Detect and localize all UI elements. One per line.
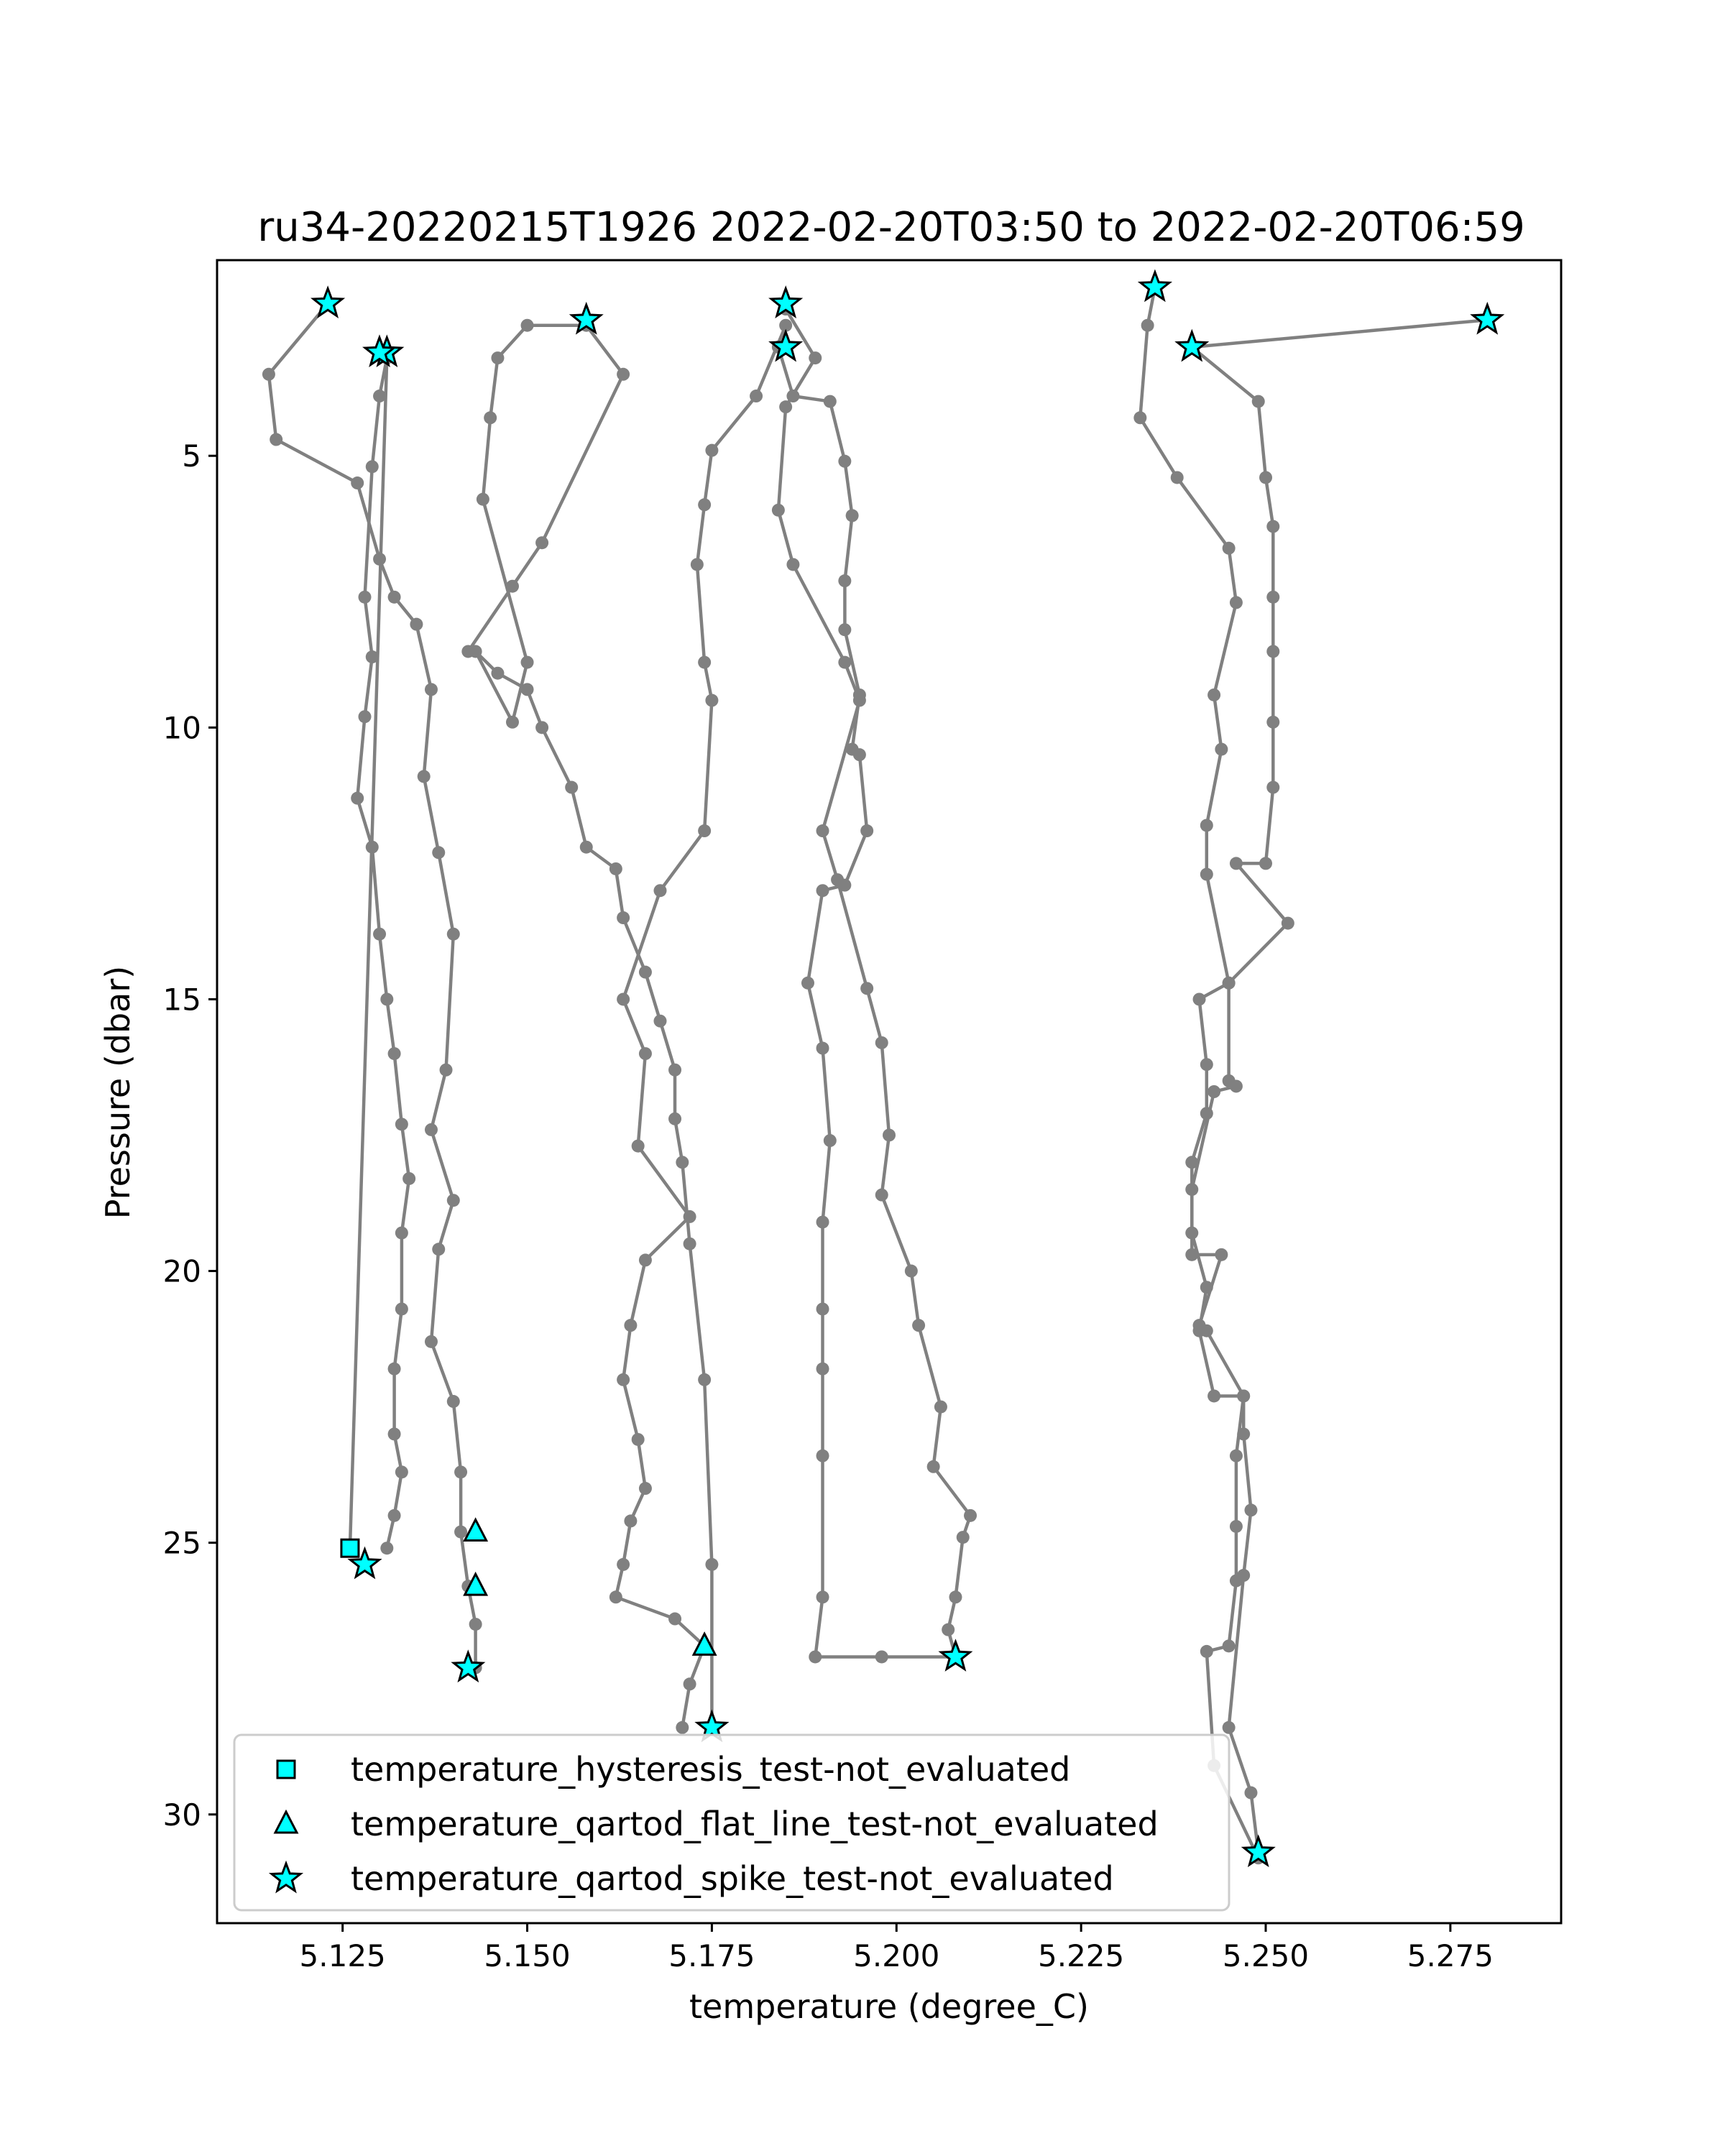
x-tick-label: 5.250 (1222, 1938, 1310, 1973)
data-point (425, 683, 438, 696)
data-point (786, 558, 799, 571)
data-point (432, 1243, 445, 1256)
data-point (801, 977, 814, 990)
data-point (454, 1465, 467, 1478)
y-tick-label: 10 (162, 710, 201, 746)
data-point (698, 498, 711, 511)
x-tick-label: 5.125 (299, 1938, 386, 1973)
data-point (1244, 1787, 1257, 1800)
data-point (1230, 1450, 1243, 1462)
data-point (1208, 1085, 1220, 1098)
data-point (1223, 977, 1236, 990)
y-tick-label: 20 (162, 1253, 201, 1289)
legend-entry-label: temperature_qartod_flat_line_test-not_evaluated (351, 1805, 1159, 1843)
data-point (1266, 520, 1279, 533)
data-point (388, 1427, 401, 1440)
data-point (506, 580, 519, 593)
data-point (1193, 992, 1206, 1005)
data-point (1223, 542, 1236, 555)
data-point (779, 400, 792, 413)
data-point (1223, 1721, 1236, 1734)
data-point (639, 966, 652, 979)
data-point (698, 1373, 711, 1386)
data-point (875, 1036, 888, 1049)
data-point (632, 1140, 645, 1153)
data-point (676, 1721, 689, 1734)
data-point (816, 1450, 829, 1462)
data-point (668, 1064, 681, 1077)
data-point (617, 1373, 630, 1386)
data-point (484, 411, 497, 424)
data-point (402, 1172, 415, 1185)
data-point (580, 841, 593, 854)
data-point (1230, 857, 1243, 870)
data-point (1266, 781, 1279, 794)
data-point (1259, 857, 1272, 870)
data-point (698, 656, 711, 669)
data-point (624, 1514, 637, 1527)
data-point (395, 1227, 408, 1240)
data-point (440, 1064, 453, 1077)
data-point (491, 351, 504, 364)
x-tick-label: 5.225 (1038, 1938, 1125, 1973)
data-point (691, 558, 704, 571)
data-point (1185, 1183, 1198, 1196)
data-point (1200, 1325, 1213, 1337)
data-point (846, 509, 859, 522)
y-axis-label: Pressure (dbar) (98, 965, 137, 1220)
data-point (521, 656, 534, 669)
data-point (632, 1433, 645, 1446)
data-point (617, 368, 630, 381)
legend-entry-label: temperature_qartod_spike_test-not_evaluated (351, 1859, 1114, 1898)
data-point (270, 433, 282, 446)
data-point (1266, 591, 1279, 604)
data-point (883, 1128, 896, 1141)
x-axis-label: temperature (degree_C) (689, 1987, 1089, 2026)
data-point (469, 1618, 482, 1631)
data-point (860, 982, 873, 995)
data-point (1215, 743, 1228, 756)
data-point (617, 992, 630, 1005)
data-point (639, 1047, 652, 1060)
data-point (624, 1319, 637, 1332)
data-point (816, 1363, 829, 1376)
data-point (610, 862, 622, 875)
data-point (1200, 819, 1213, 831)
data-point (698, 824, 711, 837)
flag-square-markers (341, 1539, 359, 1557)
data-point (1244, 1503, 1257, 1516)
legend-square-icon (277, 1761, 295, 1778)
data-point (957, 1531, 970, 1544)
data-point (809, 351, 822, 364)
data-point (565, 781, 578, 794)
data-point (824, 1134, 837, 1147)
data-point (684, 1238, 696, 1250)
data-point (469, 645, 482, 658)
data-point (506, 716, 519, 729)
data-point (816, 1215, 829, 1228)
data-point (1185, 1248, 1198, 1261)
data-point (942, 1623, 954, 1636)
data-point (388, 1363, 401, 1376)
data-point (1266, 716, 1279, 729)
data-point (1230, 1079, 1243, 1092)
data-point (816, 1042, 829, 1055)
data-point (380, 992, 393, 1005)
data-point (853, 694, 866, 707)
data-point (388, 1047, 401, 1060)
flag-square-marker (341, 1539, 359, 1557)
data-point (705, 1558, 718, 1571)
y-tick-label: 5 (182, 438, 201, 474)
data-point (373, 390, 386, 402)
data-point (395, 1302, 408, 1315)
data-point (860, 824, 873, 837)
data-point (949, 1590, 962, 1603)
data-point (816, 884, 829, 897)
data-point (454, 1526, 467, 1539)
data-point (809, 1650, 822, 1663)
data-point (639, 1253, 652, 1266)
data-point (676, 1156, 689, 1169)
data-point (653, 884, 666, 897)
data-point (1171, 471, 1184, 484)
data-point (1208, 688, 1220, 701)
data-point (1237, 1427, 1250, 1440)
data-point (1237, 1569, 1250, 1582)
data-point (366, 650, 379, 663)
data-point (1200, 1058, 1213, 1071)
data-point (1200, 1645, 1213, 1658)
data-point (1266, 645, 1279, 658)
data-point (1223, 1639, 1236, 1652)
data-point (1252, 395, 1265, 408)
data-point (853, 748, 866, 761)
data-point (351, 792, 364, 805)
data-point (1215, 1248, 1228, 1261)
data-point (816, 1302, 829, 1315)
data-point (447, 1194, 460, 1207)
data-point (875, 1189, 888, 1202)
data-point (653, 1015, 666, 1028)
data-point (1282, 917, 1294, 930)
data-point (477, 493, 489, 506)
data-point (875, 1650, 888, 1663)
data-point (491, 667, 504, 680)
data-point (912, 1319, 925, 1332)
data-point (705, 694, 718, 707)
data-point (838, 574, 851, 587)
data-point (373, 553, 386, 566)
y-tick-label: 30 (162, 1797, 201, 1833)
data-point (388, 591, 401, 604)
data-point (838, 656, 851, 669)
data-point (380, 1542, 393, 1554)
data-point (358, 710, 371, 723)
data-point (447, 1395, 460, 1408)
data-point (447, 928, 460, 941)
data-point (521, 319, 534, 332)
data-point (824, 395, 837, 408)
data-point (927, 1460, 940, 1473)
data-point (831, 873, 844, 886)
data-point (358, 591, 371, 604)
x-tick-label: 5.275 (1407, 1938, 1494, 1973)
data-point (521, 683, 534, 696)
data-point (425, 1123, 438, 1136)
data-point (1141, 319, 1154, 332)
data-point (432, 846, 445, 859)
data-point (617, 911, 630, 924)
data-point (617, 1558, 630, 1571)
legend-entry-label: temperature_hysteresis_test-not_evaluated (351, 1750, 1071, 1789)
data-point (351, 476, 364, 489)
data-point (610, 1590, 622, 1603)
data-point (535, 721, 548, 734)
x-tick-label: 5.150 (484, 1938, 571, 1973)
data-point (410, 618, 423, 631)
chart-title: ru34-20220215T1926 2022-02-20T03:50 to 2022-02-20T06:59 (257, 204, 1525, 251)
data-point (684, 1210, 696, 1223)
data-point (395, 1465, 408, 1478)
y-tick-label: 25 (162, 1525, 201, 1561)
data-point (838, 455, 851, 468)
data-point (395, 1118, 408, 1130)
data-point (905, 1265, 918, 1278)
data-point (668, 1112, 681, 1125)
x-tick-label: 5.175 (668, 1938, 755, 1973)
data-point (838, 623, 851, 636)
data-point (1133, 411, 1146, 424)
data-point (388, 1509, 401, 1522)
data-point (373, 928, 386, 941)
data-point (366, 460, 379, 473)
legend (234, 1735, 1229, 1910)
y-tick-label: 15 (162, 982, 201, 1018)
data-point (262, 368, 275, 381)
data-point (535, 536, 548, 549)
data-point (816, 1590, 829, 1603)
data-point (934, 1401, 947, 1414)
data-point (1230, 596, 1243, 609)
data-point (1208, 1389, 1220, 1402)
data-point (964, 1509, 977, 1522)
data-point (1259, 471, 1272, 484)
data-point (639, 1482, 652, 1495)
data-point (772, 504, 785, 517)
data-point (750, 390, 763, 402)
data-point (366, 841, 379, 854)
data-point (418, 770, 431, 783)
x-tick-label: 5.200 (853, 1938, 940, 1973)
data-point (1237, 1389, 1250, 1402)
data-point (705, 444, 718, 457)
data-point (668, 1613, 681, 1626)
data-point (816, 824, 829, 837)
data-point (1230, 1520, 1243, 1533)
data-point (425, 1335, 438, 1348)
data-point (684, 1677, 696, 1690)
data-point (1200, 868, 1213, 881)
